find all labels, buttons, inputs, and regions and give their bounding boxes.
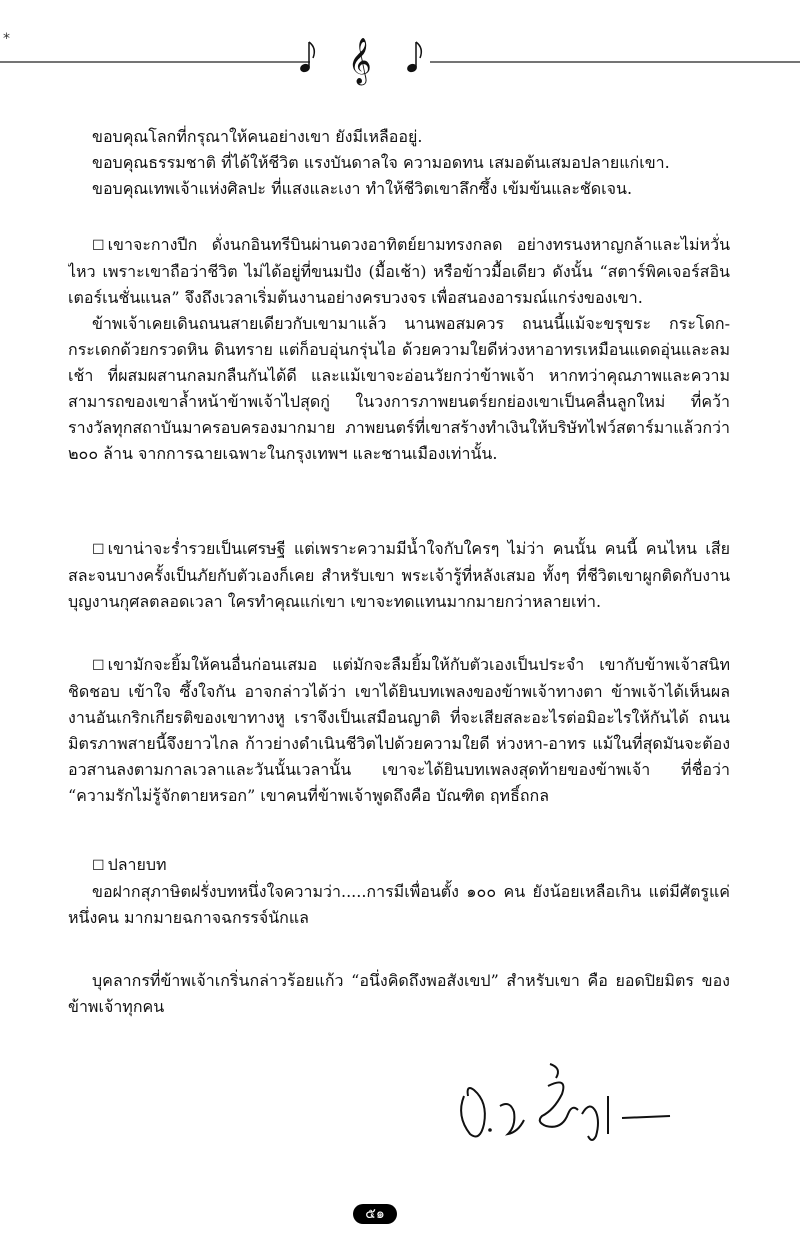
paragraph xyxy=(68,968,730,1020)
paragraph xyxy=(68,652,730,809)
intro-block xyxy=(68,124,730,202)
paragraph-text: ขอฝากสุภาษิตฝรั่งบทหนึ่งใจความว่า.....การมีเพื่อนตั้ง ๑๐๐ คน ยังน้อยเหลือเกิน แต่มีศัตรูแค่หนึ่งคน มากมายฉกาจฉกรรจ์นักแล xyxy=(68,882,730,927)
paragraph-text: เขาจะกางปีก ดั่งนกอินทรีบินผ่านดวงอาทิตย์ยามทรงกลด อย่างทรนงหาญกล้าและไม่หวั่นไหว เพราะเขาถือว่าชีวิต ไม่ได้อยู่ที่ขนมปัง (มื้อเช้า) หรือข้าวมื้อเดียว ดังนั้น “สตาร์พิคเจอร์สอินเตอร์เนชั่นแนล” จึงถึงเวลาเริ่มต้นงานอย่างครบวงจร เพื่อสนองอารมณ์แกร่งของเขา. xyxy=(68,235,730,307)
paragraph-text: ขอบคุณโลกที่กรุณาให้คนอย่างเขา ยังมีเหลืออยู่. xyxy=(92,127,423,146)
section-heading xyxy=(68,852,730,879)
paragraph xyxy=(68,232,730,311)
checkbox-bullet-icon: ☐ xyxy=(92,542,105,558)
paragraph-text: เขาน่าจะร่ำรวยเป็นเศรษฐี แต่เพราะความมีน้ำใจกับใครๆ ไม่ว่า คนนั้น คนนี้ คนไหน เสียสละจนบางครั้งเป็นภัยกับตัวเองก็เคย สำหรับเขา พระเจ้ารู้ที่หลังเสมอ ทั้งๆ ที่ชีวิตเขาผูกติดกับงานบุญงานกุศลตลอดเวลา ใครทำคุณแก่เขา เขาจะทดแทนมากมายกว่าหลายเท่า. xyxy=(68,539,730,611)
paragraph xyxy=(68,879,730,931)
paragraph xyxy=(68,176,730,202)
edge-mark: * xyxy=(3,31,10,47)
paragraph-text: เขามักจะยิ้มให้คนอื่นก่อนเสมอ แต่มักจะลืมยิ้มให้กับตัวเองเป็นประจำ เขากับข้าพเจ้าสนิทชิดชอบ เข้าใจ ซึ้งใจกัน อาจกล่าวได้ว่า เขาได้ยินบทเพลงของข้าพเจ้าทางตา ข้าพเจ้าได้เห็นผลงานอันเกริกเกียรติของเขาทางหู เราจึงเป็นเสมือนญาติ ที่จะเสียสละอะไรต่อมิอะไรให้กันได้ ถนนมิตรภาพสายนี้จึงยาวไกล ก้าวย่างดำเนินชีวิตไปด้วยความใยดี ห่วงหา-อาทร แม้ในที่สุดมันจะต้องอวสานลงตามกาลเวลาและวันนั้นเวลานั้น เขาจะได้ยินบทเพลงสุดท้ายของข้าพเจ้า ที่ชื่อว่า “ความรักไม่รู้จักตายหรอก” เขาคนที่ข้าพเจ้าพูดถึงคือ บัณฑิต ฤทธิ์ถกล xyxy=(68,655,730,805)
checkbox-bullet-icon: ☐ xyxy=(92,658,105,674)
section-block xyxy=(68,652,730,809)
page-number xyxy=(335,1203,415,1225)
handwritten-signature xyxy=(450,1056,690,1148)
paragraph xyxy=(68,150,730,176)
section-block xyxy=(68,968,730,1020)
music-header-ornament xyxy=(0,28,800,88)
section-block xyxy=(68,536,730,615)
paragraph-text: ขอบคุณเทพเจ้าแห่งศิลปะ ที่แสงและเงา ทำให้ชีวิตเขาลึกซึ้ง เข้มข้นและชัดเจน. xyxy=(92,179,633,198)
paragraph-text: ข้าพเจ้าเคยเดินถนนสายเดียวกับเขามาแล้ว นานพอสมควร ถนนนี้แม้จะขรุขระ กระโดก-กระเดกด้วยกรวดหิน ดินทราย แต่ก็อบอุ่นกรุ่นไอ ด้วยความใยดีห่วงหาอาทรเหมือนแดดอุ่นและลมเช้า ที่ผสมผสานกลมกลืนกันได้ดี และแม้เขาจะอ่อนวัยกว่าข้าพเจ้า หากทว่าคุณภาพและความสามารถของเขาล้ำหน้าข้าพเจ้าไปสุดกู่ ในวงการภาพยนตร์ยกย่องเขาเป็นคลื่นลูกใหม่ ที่คว้ารางวัลทุกสถาบันมาครอบครองมากมาย ภาพยนตร์ที่เขาสร้างทำเงินให้บริษัทไฟว์สตาร์มาแล้วกว่า ๒๐๐ ล้าน จากการฉายเฉพาะในกรุงเทพฯ และชานเมืองเท่านั้น. xyxy=(68,314,730,463)
page-number-label: ๕๑ xyxy=(353,1204,396,1224)
paragraph-text: ขอบคุณธรรมชาติ ที่ได้ให้ชีวิต แรงบันดาลใจ ความอดทน เสมอต้นเสมอปลายแก่เขา. xyxy=(92,153,670,172)
section-block xyxy=(68,852,730,931)
section-block xyxy=(68,232,730,467)
checkbox-bullet-icon: ☐ xyxy=(92,858,105,874)
eighth-note-icon xyxy=(299,42,314,73)
paragraph xyxy=(68,311,730,467)
svg-text:𝄞: 𝄞 xyxy=(348,38,372,84)
treble-clef-icon xyxy=(348,38,372,86)
paragraph xyxy=(68,124,730,150)
heading-text: ปลายบท xyxy=(107,855,167,874)
paragraph xyxy=(68,536,730,615)
checkbox-bullet-icon: ☐ xyxy=(92,238,105,254)
eighth-note-icon xyxy=(406,42,421,73)
paragraph-text: บุคลากรที่ข้าพเจ้าเกริ่นกล่าวร้อยแก้ว “อนึ่งคิดถึงพอสังเขป” สำหรับเขา คือ ยอดปิยมิตร ของข้าพเจ้าทุกคน xyxy=(68,971,730,1016)
